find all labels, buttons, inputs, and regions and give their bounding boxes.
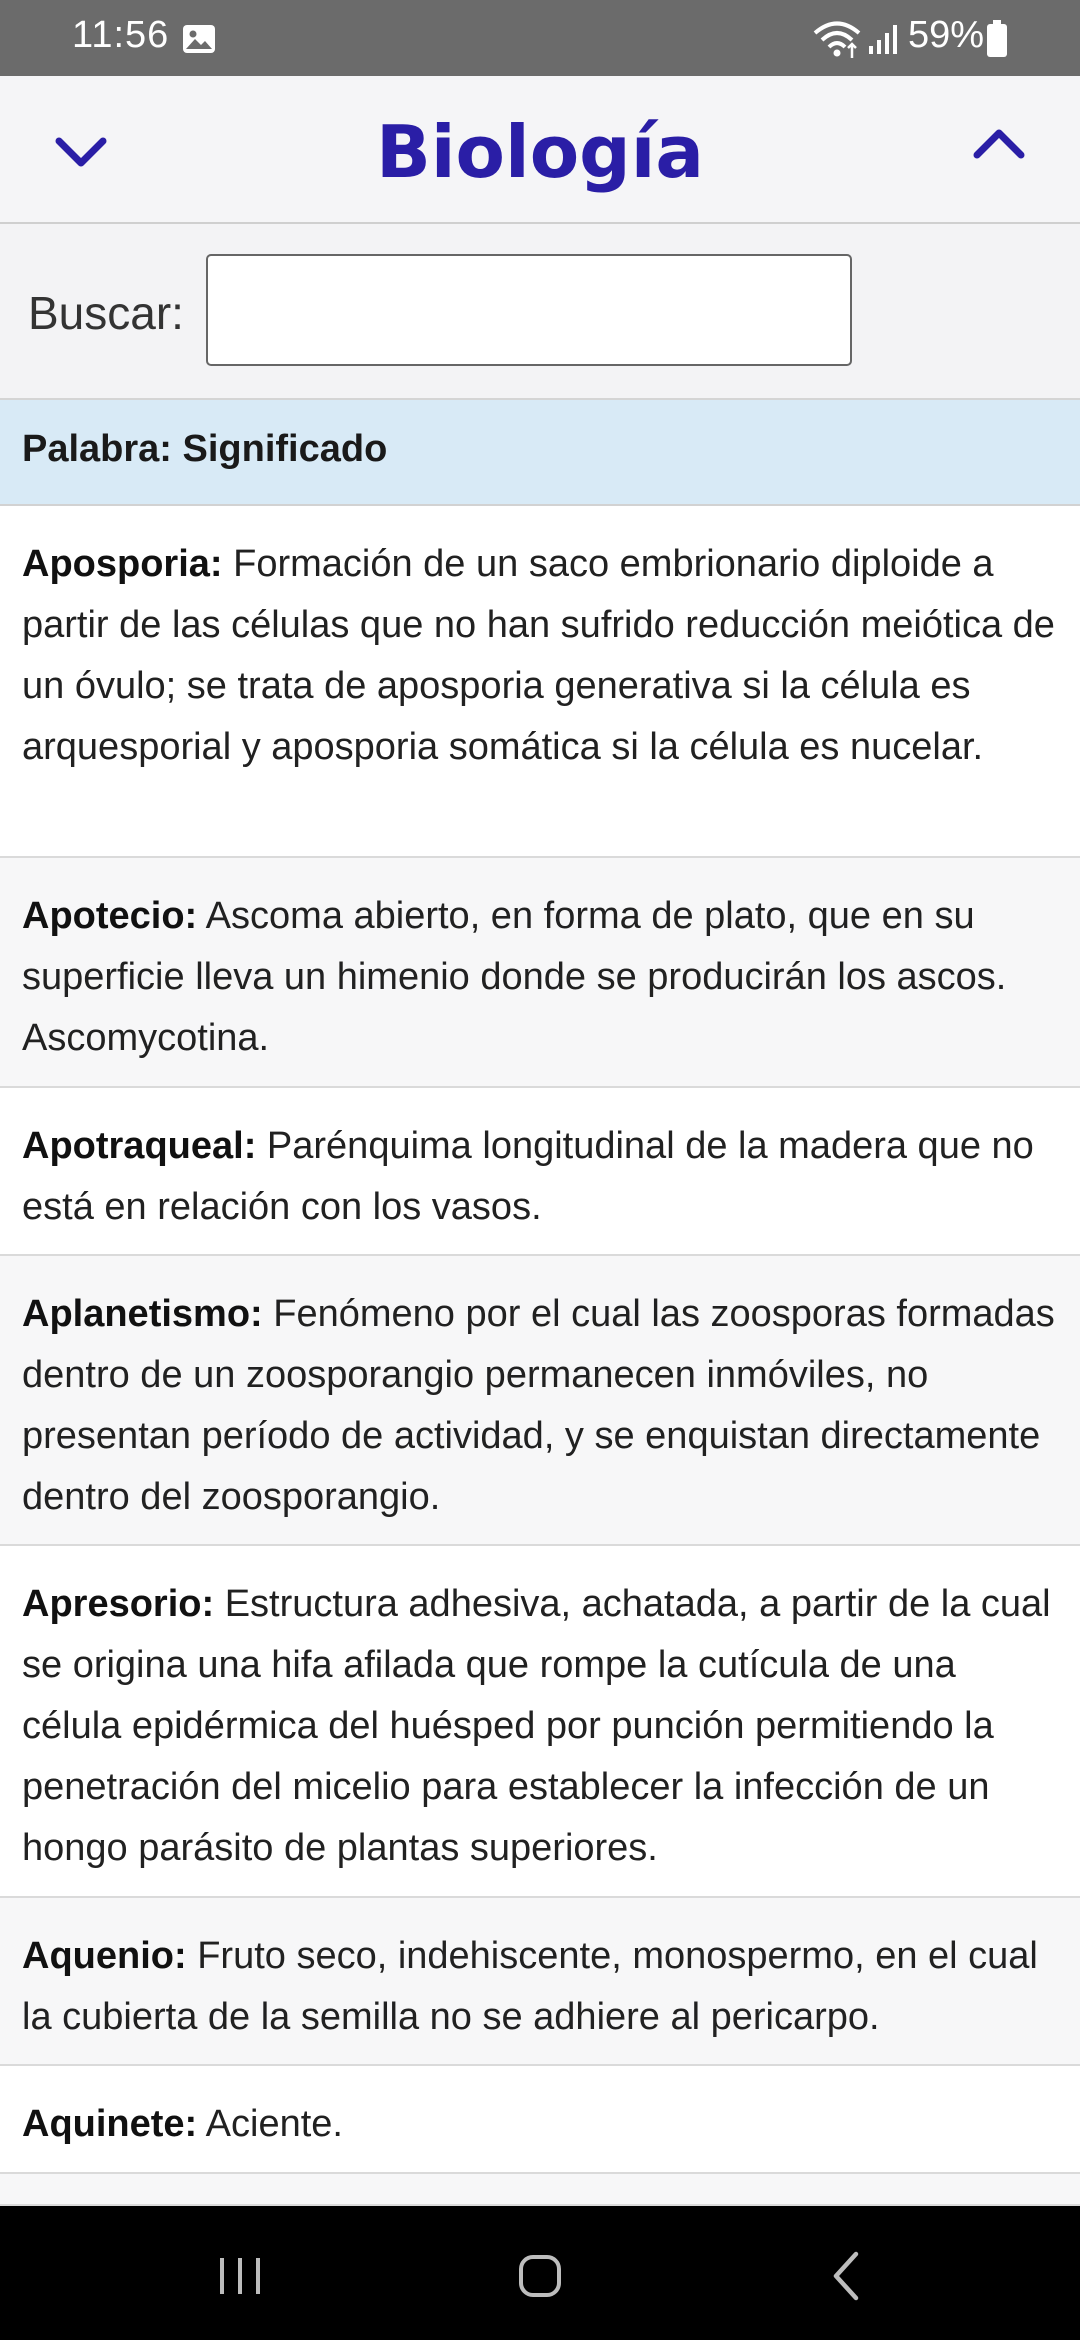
row-definition: Parénquima longitudinal de la madera que no está en relación con los vasos. [22,1125,1034,1228]
table-row [0,506,1080,858]
status-bar [0,0,1080,76]
chevron-up-icon[interactable] [968,114,1030,176]
app-bar [0,76,1080,224]
battery-icon [986,20,1008,58]
search-input[interactable] [206,254,852,366]
status-time: 11:56 [72,14,170,56]
signal-icon [866,22,902,56]
back-icon[interactable] [806,2236,886,2316]
row-term: Apotraqueal: [22,1125,257,1167]
home-icon[interactable] [500,2236,580,2316]
row-definition: Fenómeno por el cual las zoosporas formadas dentro de un zoosporangio permanecen inmóviles, no presentan período de actividad, y se enquistan directamente dentro del zoosporangio. [22,1293,1055,1518]
battery-percent: 59% [908,14,985,56]
row-definition: Aciente. [197,2103,343,2145]
row-definition: Fruto seco, indehiscente, monospermo, en el cual la cubierta de la semilla no se adhiere al pericarpo. [22,1935,1038,2038]
row-definition: Ascoma abierto, en forma de plato, que en su superficie lleva un himenio donde se producirán los ascos. Ascomycotina. [22,895,1007,1059]
system-nav-bar [0,2206,1080,2340]
row-term: Aquenio: [22,1935,187,1977]
search-label: Buscar: [28,287,184,339]
table-row [0,1088,1080,1256]
table-row [0,1256,1080,1546]
page-title: Biología [376,110,704,194]
row-definition: Formación de un saco embrionario diploide a partir de las células que no han sufrido reducción meiótica de un óvulo; se trata de aposporia generativa si la célula es arquesporial y aposporia somática si la célula es nucelar. [22,543,1055,768]
row-term: Apresorio: [22,1583,215,1625]
table-header: Palabra: Significado [0,400,1080,506]
row-term: Apotecio: [22,895,198,937]
table-row [0,1898,1080,2066]
table-row [0,2066,1080,2174]
row-term: Aplanetismo: [22,1293,263,1335]
row-term: Aposporia: [22,543,223,585]
table-row [0,858,1080,1088]
row-definition: Estructura adhesiva, achatada, a partir de la cual se origina una hifa afilada que rompe la cutícula de una célula epidérmica del huésped por punción permitiendo la penetración del micelio para establecer la infección de un hongo parásito de plantas superiores. [22,1583,1051,1869]
search-bar [0,224,1080,400]
image-notification-icon [182,24,216,54]
table-row [0,2174,1080,2206]
row-term: Aquinete: [22,2103,198,2145]
wifi-icon [812,20,862,60]
table-row [0,1546,1080,1898]
recent-apps-icon[interactable] [200,2236,280,2316]
